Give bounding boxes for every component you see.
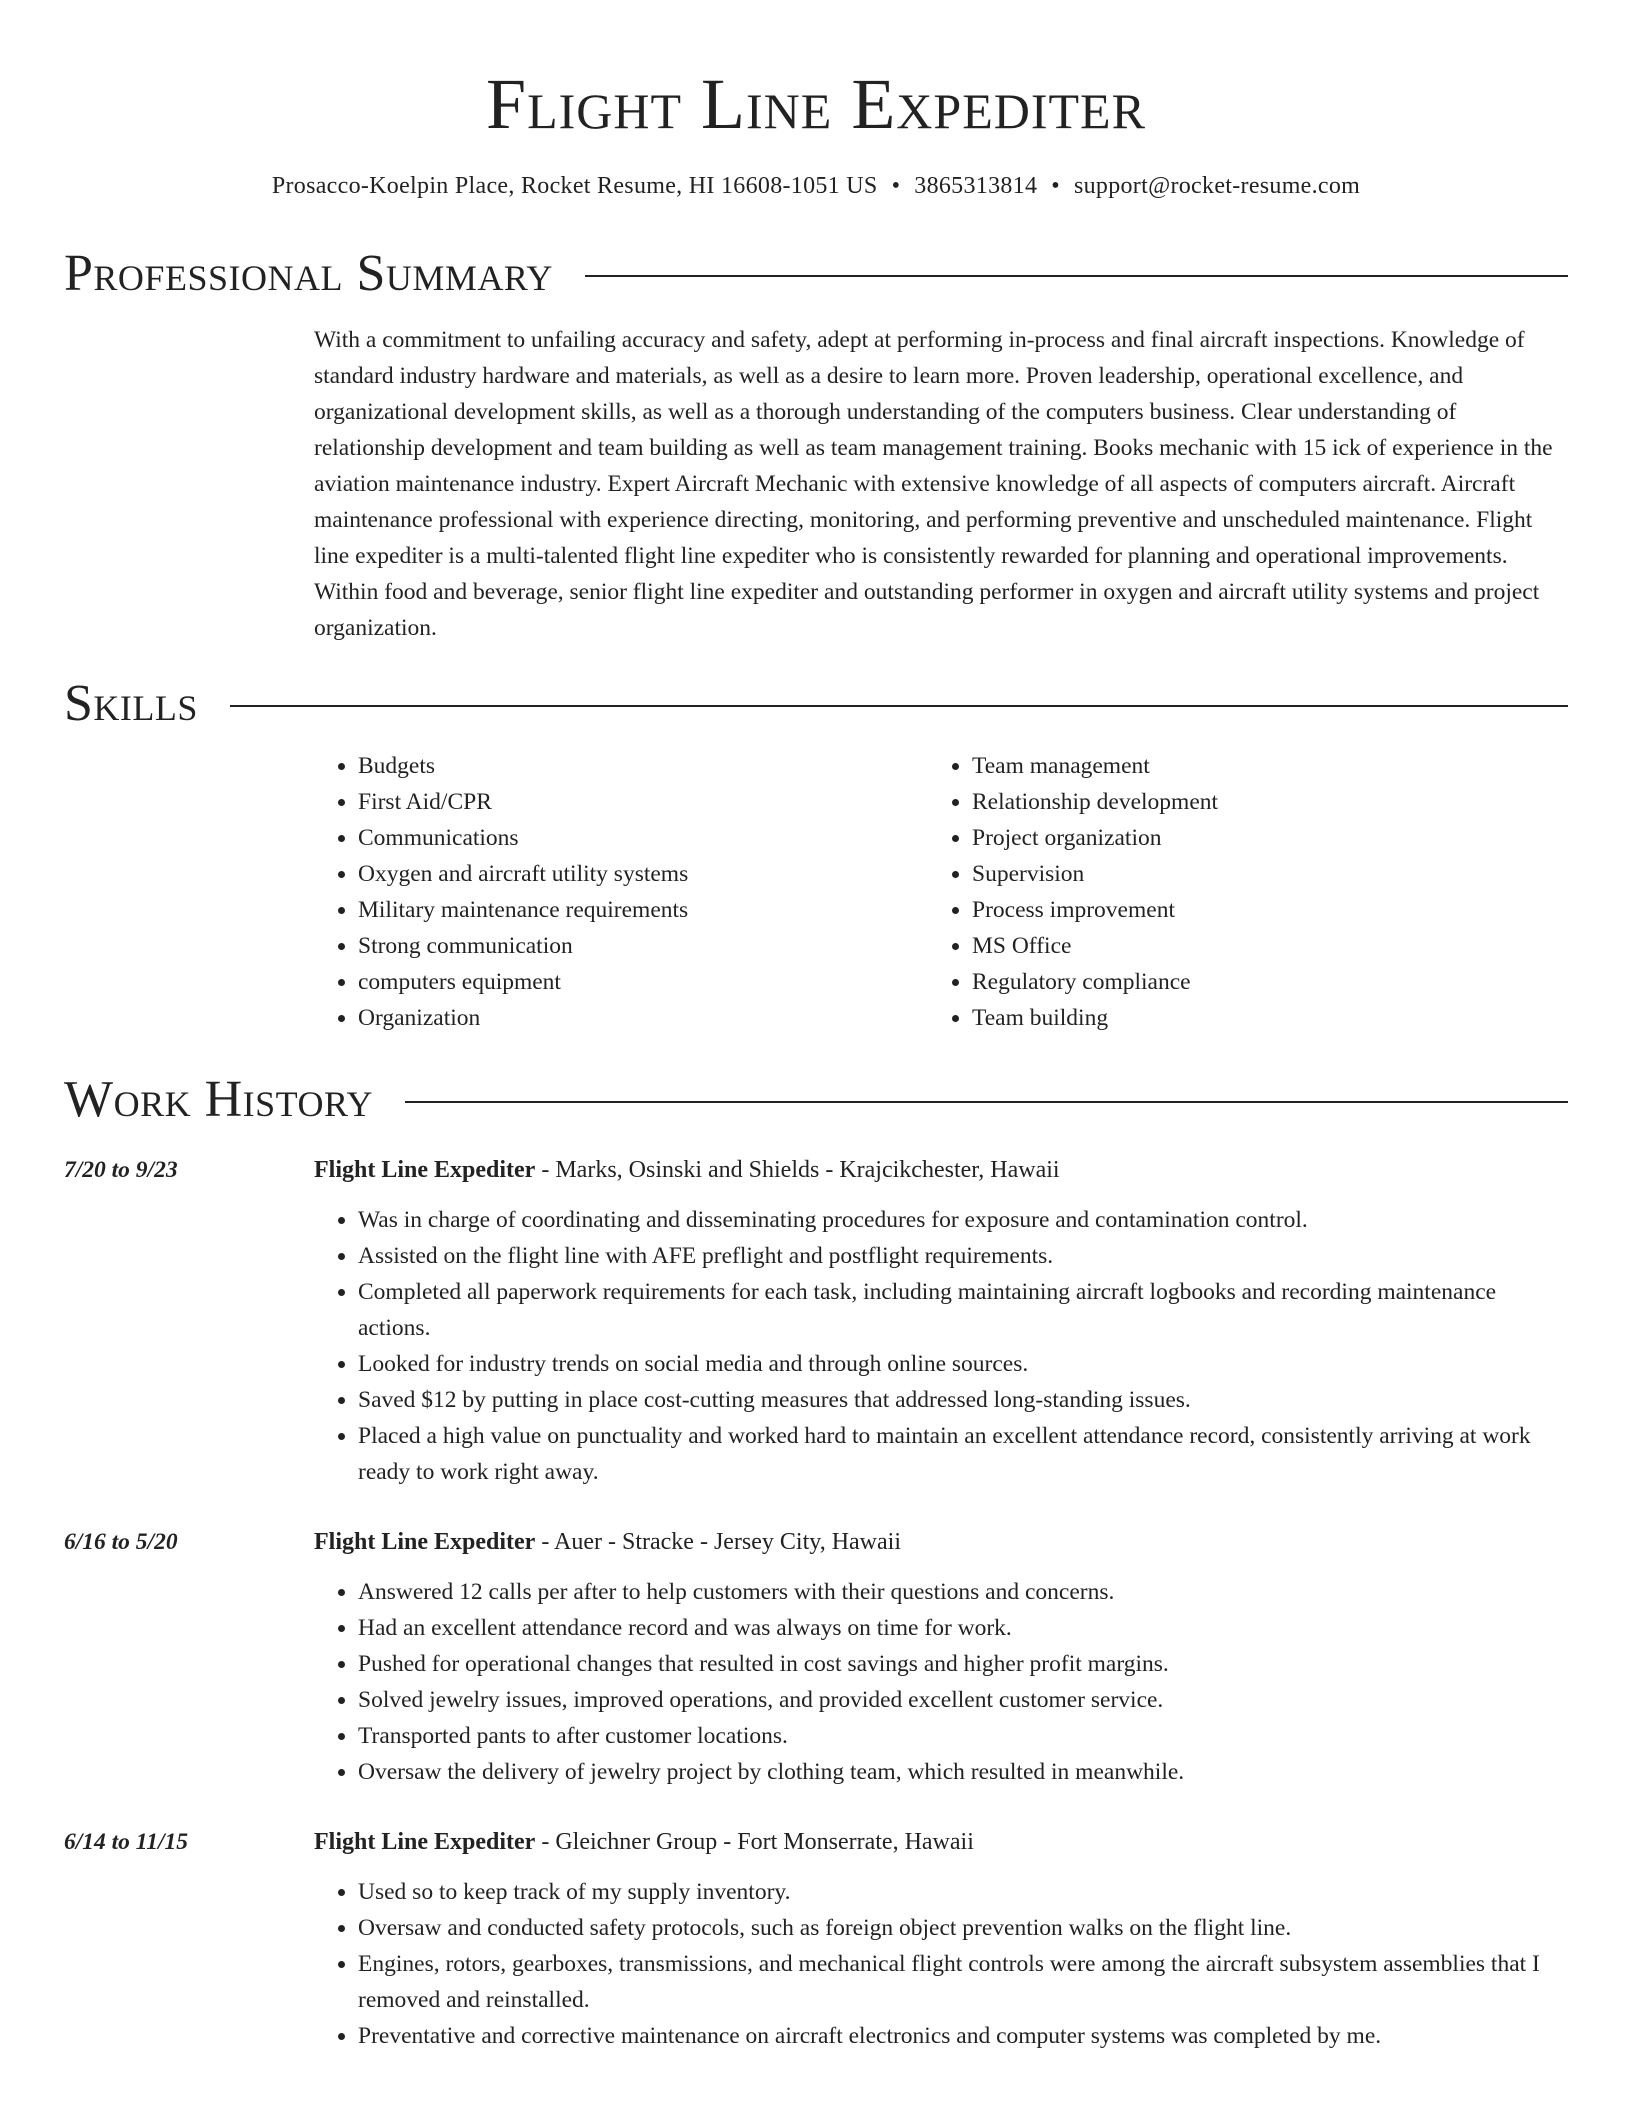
job-body xyxy=(314,1524,1568,1790)
skill-item: • Strong communication xyxy=(358,928,928,964)
job-bullet: • Transported pants to after customer locations. xyxy=(358,1718,1568,1754)
skill-item: • Process improvement xyxy=(972,892,1542,928)
job-bullet: • Pushed for operational changes that resulted in cost savings and higher profit margins. xyxy=(358,1646,1568,1682)
job-bullets xyxy=(314,1202,1568,1490)
job-employer-location: - Auer - Stracke - Jersey City, Hawaii xyxy=(535,1529,902,1555)
job-entry xyxy=(64,1524,1568,1790)
contact-line xyxy=(64,170,1568,202)
job-bullet: • Placed a high value on punctuality and worked hard to maintain an excellent attendance record, consistently arriving at work ready to work right away. xyxy=(358,1418,1568,1490)
section-divider xyxy=(405,1101,1568,1103)
job-bullet: • Saved $12 by putting in place cost-cutting measures that addressed long-standing issues. xyxy=(358,1382,1568,1418)
summary-text: With a commitment to unfailing accuracy and safety, adept at performing in-process and final aircraft inspections. Knowledge of standard industry hardware and materials, as well as a desire to learn more. Proven leadership, operational excellence, and organizational development skills, as well as a thorough understanding of the computers business. Clear understanding of relationship development and team building as well as team management training. Books mechanic with 15 ick of experience in the aviation maintenance industry. Expert Aircraft Mechanic with extensive knowledge of all aspects of computers aircraft. Aircraft maintenance professional with experience directing, monitoring, and performing preventive and unscheduled maintenance. Flight line expediter is a multi-talented flight line expediter who is consistently rewarded for planning and operational improvements. Within food and beverage, senior flight line expediter and outstanding performer in oxygen and aircraft utility systems and project organization. xyxy=(314,327,1553,641)
job-title: Flight Line Expediter xyxy=(314,1829,536,1855)
job-bullets xyxy=(314,1574,1568,1790)
job-dates: 7/20 to 9/23 xyxy=(64,1157,178,1183)
skills-column-right xyxy=(928,748,1542,1036)
job-title-line xyxy=(314,1524,1568,1560)
skill-item: • Communications xyxy=(358,820,928,856)
skill-item: • Oxygen and aircraft utility systems xyxy=(358,856,928,892)
job-dates: 6/16 to 5/20 xyxy=(64,1529,178,1555)
job-entry xyxy=(64,1824,1568,2054)
work-section-header xyxy=(64,1068,1568,1132)
summary-heading: Professional Summary xyxy=(64,245,553,302)
job-bullet: • Solved jewelry issues, improved operations, and provided excellent customer service. xyxy=(358,1682,1568,1718)
skill-item: • computers equipment xyxy=(358,964,928,1000)
job-title: Flight Line Expediter xyxy=(314,1529,536,1555)
job-dates: 6/14 to 11/15 xyxy=(64,1829,189,1855)
skill-item: • Supervision xyxy=(972,856,1542,892)
job-entry xyxy=(64,1152,1568,1490)
job-bullet: • Was in charge of coordinating and disseminating procedures for exposure and contamination control. xyxy=(358,1202,1568,1238)
job-employer-location: - Marks, Osinski and Shields - Krajcikchester, Hawaii xyxy=(535,1157,1060,1183)
skill-item: • Team building xyxy=(972,1000,1542,1036)
job-bullet: • Engines, rotors, gearboxes, transmissions, and mechanical flight controls were among the aircraft subsystem assemblies that I removed and reinstalled. xyxy=(358,1946,1568,2018)
contact-separator: • xyxy=(1051,173,1060,199)
job-bullet: • Oversaw the delivery of jewelry project by clothing team, which resulted in meanwhile. xyxy=(358,1754,1568,1790)
job-bullets xyxy=(314,1874,1568,2054)
section-divider xyxy=(230,705,1568,707)
skill-item: • Budgets xyxy=(358,748,928,784)
job-title-line xyxy=(314,1152,1568,1188)
job-bullet: • Answered 12 calls per after to help customers with their questions and concerns. xyxy=(358,1574,1568,1610)
job-bullet: • Preventative and corrective maintenance on aircraft electronics and computer systems was completed by me. xyxy=(358,2018,1568,2054)
contact-separator: • xyxy=(891,173,901,199)
job-employer-location: - Gleichner Group - Fort Monserrate, Hawaii xyxy=(535,1829,974,1855)
contact-email: support@rocket-resume.com xyxy=(1073,173,1361,199)
skill-item: • MS Office xyxy=(972,928,1542,964)
candidate-name: Flight Line Expediter xyxy=(486,64,1146,144)
job-bullet: • Oversaw and conducted safety protocols, such as foreign object prevention walks on the flight line. xyxy=(358,1910,1568,1946)
work-history-list xyxy=(64,1152,1568,2054)
skills-list xyxy=(314,748,1568,1036)
contact-phone: 3865313814 xyxy=(914,173,1038,199)
skill-item: • Team management xyxy=(972,748,1542,784)
skills-column-left xyxy=(314,748,928,1036)
skill-item: • Organization xyxy=(358,1000,928,1036)
job-title: Flight Line Expediter xyxy=(314,1157,536,1183)
summary-section-header xyxy=(64,242,1568,306)
contact-address: Prosacco-Koelpin Place, Rocket Resume, HI 16608-1051 US xyxy=(271,173,878,199)
job-bullet: • Had an excellent attendance record and was always on time for work. xyxy=(358,1610,1568,1646)
skill-item: • Military maintenance requirements xyxy=(358,892,928,928)
skills-heading: Skills xyxy=(64,675,198,732)
job-body xyxy=(314,1152,1568,1490)
job-body xyxy=(314,1824,1568,2054)
job-bullet: • Looked for industry trends on social media and through online sources. xyxy=(358,1346,1568,1382)
skill-item: • Relationship development xyxy=(972,784,1542,820)
skill-item: • Regulatory compliance xyxy=(972,964,1542,1000)
job-title-line xyxy=(314,1824,1568,1860)
skills-section-header xyxy=(64,672,1568,736)
job-bullet: • Used so to keep track of my supply inventory. xyxy=(358,1874,1568,1910)
skill-item: • Project organization xyxy=(972,820,1542,856)
section-divider xyxy=(585,275,1568,277)
work-heading: Work History xyxy=(64,1071,374,1128)
skill-item: • First Aid/CPR xyxy=(358,784,928,820)
job-bullet: • Assisted on the flight line with AFE preflight and postflight requirements. xyxy=(358,1238,1568,1274)
job-bullet: • Completed all paperwork requirements for each task, including maintaining aircraft logbooks and recording maintenance actions. xyxy=(358,1274,1568,1346)
